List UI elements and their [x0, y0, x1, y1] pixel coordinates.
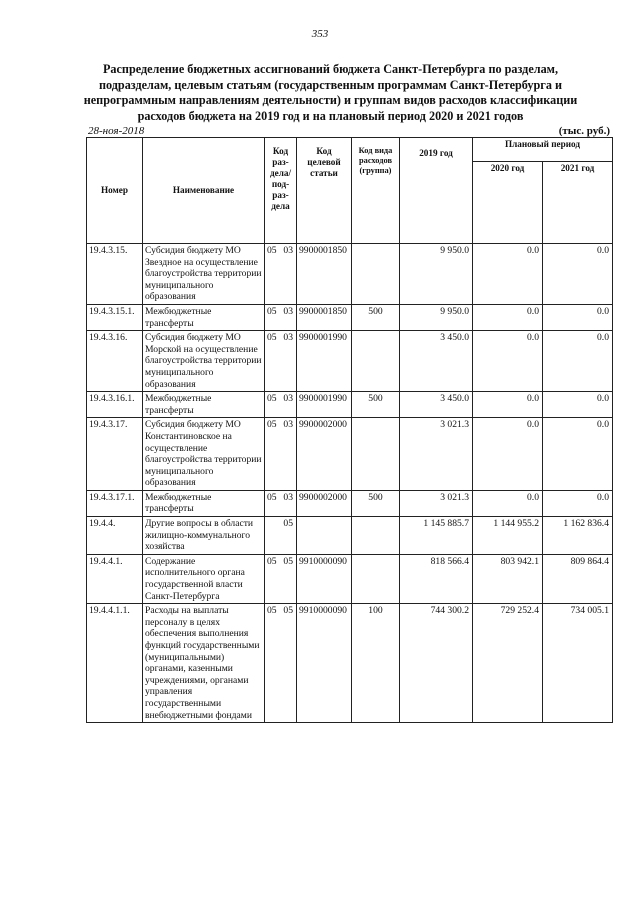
razdel-code: 05	[267, 393, 277, 405]
row-target-code: 9900002000	[297, 490, 352, 516]
row-value-2019: 3 450.0	[400, 392, 473, 418]
row-value-2020: 0.0	[473, 418, 543, 491]
podrazdel-code: 03	[283, 393, 293, 405]
podrazdel-code: 03	[283, 305, 293, 317]
row-target-code: 9900001990	[297, 331, 352, 392]
razdel-code: 05	[267, 491, 277, 503]
row-section-code	[265, 418, 297, 491]
row-value-2021: 0.0	[543, 392, 613, 418]
row-value-2021: 0.0	[543, 304, 613, 330]
header-2020: 2020 год	[473, 162, 543, 244]
razdel-code: 05	[267, 605, 277, 617]
row-kind-code	[352, 517, 400, 555]
row-value-2019: 9 950.0	[400, 244, 473, 305]
row-target-code: 9900001850	[297, 244, 352, 305]
row-name: Содержание исполнительного органа государственной власти Санкт-Петербурга	[143, 554, 265, 603]
row-value-2020: 0.0	[473, 331, 543, 392]
row-number: 19.4.4.	[87, 517, 143, 555]
row-kind-code	[352, 554, 400, 603]
row-value-2021: 0.0	[543, 418, 613, 491]
row-value-2021: 809 864.4	[543, 554, 613, 603]
row-value-2020: 0.0	[473, 304, 543, 330]
row-kind-code: 500	[352, 392, 400, 418]
row-kind-code	[352, 418, 400, 491]
row-value-2020: 0.0	[473, 490, 543, 516]
row-name: Другие вопросы в области жилищно-коммунального хозяйства	[143, 517, 265, 555]
row-value-2020: 0.0	[473, 244, 543, 305]
row-target-code: 9910000090	[297, 554, 352, 603]
row-value-2020: 1 144 955.2	[473, 517, 543, 555]
podrazdel-code: 03	[283, 419, 293, 431]
row-value-2019: 744 300.2	[400, 604, 473, 723]
row-kind-code	[352, 244, 400, 305]
header-number: Номер	[87, 138, 143, 244]
podrazdel-code: 05	[283, 605, 293, 617]
row-name: Субсидия бюджету МО Морской на осуществление благоустройства территории муниципального образования	[143, 331, 265, 392]
razdel-code: 05	[267, 555, 277, 567]
table-row	[87, 304, 613, 330]
row-section-code	[265, 554, 297, 603]
table-row	[87, 554, 613, 603]
row-name: Субсидия бюджету МО Константиновское на осуществление благоустройства территории муниципального образования	[143, 418, 265, 491]
row-number: 19.4.4.1.	[87, 554, 143, 603]
table-row	[87, 517, 613, 555]
row-target-code: 9910000090	[297, 604, 352, 723]
table-row	[87, 490, 613, 516]
row-kind-code: 500	[352, 490, 400, 516]
row-value-2021: 0.0	[543, 331, 613, 392]
row-name: Субсидия бюджету МО Звездное на осуществление благоустройства территории муниципального образования	[143, 244, 265, 305]
razdel-code: 05	[267, 419, 277, 431]
row-number: 19.4.3.17.1.	[87, 490, 143, 516]
row-number: 19.4.3.17.	[87, 418, 143, 491]
row-value-2020: 803 942.1	[473, 554, 543, 603]
row-value-2019: 3 450.0	[400, 331, 473, 392]
header-name: Наименование	[143, 138, 265, 244]
row-section-code	[265, 304, 297, 330]
row-value-2019: 1 145 885.7	[400, 517, 473, 555]
row-value-2019: 9 950.0	[400, 304, 473, 330]
row-section-code	[265, 392, 297, 418]
row-kind-code	[352, 331, 400, 392]
row-target-code: 9900002000	[297, 418, 352, 491]
row-number: 19.4.3.16.	[87, 331, 143, 392]
row-number: 19.4.3.15.	[87, 244, 143, 305]
page-number: 353	[311, 28, 329, 40]
table-row	[87, 418, 613, 491]
row-value-2021: 1 162 836.4	[543, 517, 613, 555]
table-row	[87, 392, 613, 418]
row-section-code	[265, 604, 297, 723]
podrazdel-code: 03	[283, 491, 293, 503]
row-target-code: 9900001850	[297, 304, 352, 330]
row-number: 19.4.3.16.1.	[87, 392, 143, 418]
header-kind-code: Код вида расходов (группа)	[352, 138, 400, 244]
podrazdel-code: 05	[283, 555, 293, 567]
podrazdel-code: 03	[283, 245, 293, 256]
row-target-code	[297, 517, 352, 555]
units-label: (тыс. руб.)	[558, 125, 610, 137]
table-row	[87, 331, 613, 392]
row-value-2019: 3 021.3	[400, 418, 473, 491]
row-name: Расходы на выплаты персоналу в целях обеспечения выполнения функций государственными (муниципальными) органами, казенными учреждениями, органами управления государственными внебюджетными фондами	[143, 604, 265, 723]
row-section-code	[265, 490, 297, 516]
row-value-2021: 0.0	[543, 490, 613, 516]
row-value-2020: 0.0	[473, 392, 543, 418]
razdel-code: 05	[267, 332, 277, 344]
row-target-code: 9900001990	[297, 392, 352, 418]
header-section-code: Код раз- дела/ под- раз- дела	[265, 138, 297, 244]
table-row	[87, 604, 613, 723]
row-name: Межбюджетные трансферты	[143, 392, 265, 418]
row-value-2019: 3 021.3	[400, 490, 473, 516]
row-value-2020: 729 252.4	[473, 604, 543, 723]
row-value-2021: 0.0	[543, 244, 613, 305]
table-row	[87, 244, 613, 305]
row-value-2019: 818 566.4	[400, 554, 473, 603]
row-number: 19.4.3.15.1.	[87, 304, 143, 330]
document-date: 28-ноя-2018	[88, 125, 145, 137]
row-number: 19.4.4.1.1.	[87, 604, 143, 723]
header-2019: 2019 год	[400, 138, 473, 244]
header-target-code: Код целевой статьи	[297, 138, 352, 244]
row-section-code	[265, 331, 297, 392]
budget-table	[86, 137, 613, 723]
podrazdel-code: 05	[283, 518, 293, 530]
row-name: Межбюджетные трансферты	[143, 490, 265, 516]
podrazdel-code: 03	[283, 332, 293, 344]
header-2021: 2021 год	[543, 162, 613, 244]
row-section-code	[265, 244, 297, 305]
row-kind-code: 500	[352, 304, 400, 330]
row-kind-code: 100	[352, 604, 400, 723]
row-name: Межбюджетные трансферты	[143, 304, 265, 330]
razdel-code: 05	[267, 245, 277, 256]
document-title: Распределение бюджетных ассигнований бюджета Санкт-Петербурга по разделам, подразделам, целевым статьям (государственным программам Санкт-Петербурга и непрограммным направлениям деятельности) и группам видов расходов классификации расходов бюджета на 2019 год и на плановый период 2020 и 2021 годов	[83, 62, 578, 123]
row-section-code	[265, 517, 297, 555]
razdel-code: 05	[267, 305, 277, 317]
header-planned-period: Плановый период	[473, 138, 613, 162]
row-value-2021: 734 005.1	[543, 604, 613, 723]
